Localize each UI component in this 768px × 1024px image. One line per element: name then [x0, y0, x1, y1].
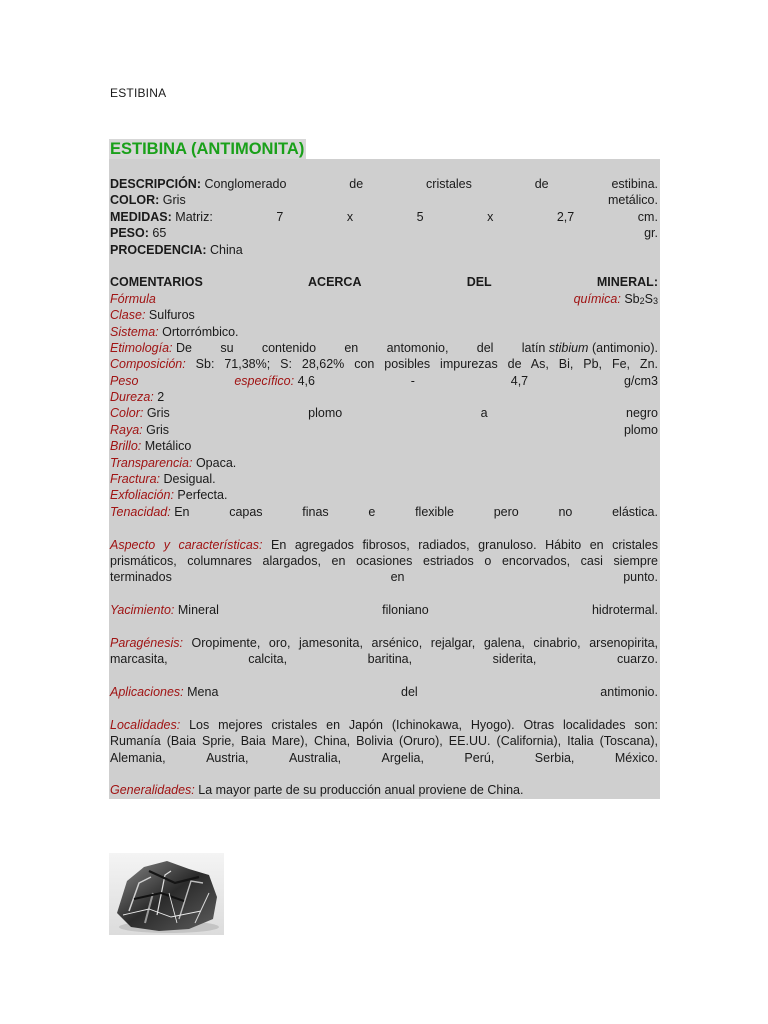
formula-label: Fórmula	[110, 291, 156, 306]
peso-word: gr.	[644, 226, 658, 241]
sistema-label: Sistema:	[110, 324, 159, 339]
composicion-row	[110, 356, 658, 372]
medidas-word: x	[487, 209, 494, 224]
raya-row: Raya: Gris plomo	[110, 422, 658, 437]
aspecto-label: Aspecto y características:	[110, 537, 263, 552]
descripcion-word: de	[349, 177, 364, 191]
dureza-value: 2	[157, 390, 165, 405]
brillo-row: Brillo: Metálico	[110, 439, 192, 454]
dureza-label: Dureza:	[110, 390, 154, 405]
mineral-sheet	[110, 176, 658, 799]
procedencia-value: China	[210, 242, 243, 257]
localidades-section: Localidades: Los mejores cristales en Japón (Ichinokawa, Hyogo). Otras localidades son: Rumanía (Baia Sprie, Baia Mare), China, Bolivia (Oruro), EE.UU. (California), Italia (Toscana), Alemania, Austria, Australia, Argelia, Perú, Serbia, México.	[110, 717, 658, 765]
descripcion-word: de	[534, 177, 549, 191]
clase-label: Clase:	[110, 308, 146, 323]
peso-row	[110, 225, 658, 241]
transparencia-row: Transparencia: Opaca.	[110, 455, 237, 470]
sistema-value: Ortorrómbico.	[162, 324, 239, 339]
tenacidad-row: Tenacidad: En capas finas e flexible pero no elástica.	[110, 504, 658, 519]
procedencia-row	[110, 242, 658, 258]
medidas-word: 5	[416, 209, 424, 224]
color-label: COLOR:	[110, 193, 160, 208]
medidas-word: 2,7	[556, 209, 575, 224]
composicion-label: Composición:	[110, 357, 186, 372]
aspecto-section: Aspecto y características: En agregados fibrosos, radiados, granuloso. Hábito en cristales prismáticos, columnares alargados, en ocasiones estriados o encorvados, casi siempre terminados en punto.	[110, 537, 658, 585]
medidas-word: Matriz:	[175, 209, 213, 224]
descripcion-word: Conglomerado	[204, 177, 287, 191]
color-row	[110, 192, 658, 208]
paragenesis-section: Paragénesis: Oropimente, oro, jamesonita, arsénico, rejalgar, galena, cinabrio, arsenopirita, marcasita, calcita, baritina, siderita, cuarzo.	[110, 635, 658, 667]
generalidades-row: Generalidades: La mayor parte de su producción anual proviene de China.	[110, 783, 524, 798]
descripcion-label: DESCRIPCIÓN:	[110, 177, 201, 191]
color-mineral-row: Color: Gris plomo a negro	[110, 406, 658, 421]
aplicaciones-row: Aplicaciones: Mena del antimonio.	[110, 685, 658, 700]
procedencia-label: PROCEDENCIA:	[110, 242, 207, 257]
yacimiento-row: Yacimiento: Mineral filoniano hidrotermal.	[110, 603, 658, 618]
medidas-word: 7	[276, 209, 284, 224]
peso-label: PESO:	[110, 226, 149, 241]
descripcion-word: cristales	[426, 177, 472, 191]
formula-row	[110, 291, 658, 307]
etimologia-label: Etimología:	[110, 340, 173, 355]
crystal-drawing	[109, 853, 224, 935]
formula-label-b: química:	[573, 291, 621, 306]
composicion-value: Sb: 71,38%; S: 28,62% con posibles impurezas de As, Bi, Pb, Fe, Zn.	[195, 357, 658, 372]
medidas-word: cm.	[637, 209, 658, 224]
document-title: ESTIBINA	[110, 86, 167, 100]
clase-value: Sulfuros	[148, 308, 195, 323]
color-word: Gris	[162, 193, 186, 208]
exfoliacion-row: Exfoliación: Perfecta.	[110, 488, 228, 503]
fractura-row: Fractura: Desigual.	[110, 472, 216, 487]
comentarios-heading: COMENTARIOS ACERCA DEL MINERAL:	[110, 275, 658, 290]
etimologia-row: Etimología: De su contenido en antomonio, del latín stibium (antimonio).	[110, 340, 658, 355]
formula-value: $Sb_2S_3$	[624, 291, 658, 306]
clase-row	[110, 307, 658, 323]
stibnite-crystal-photo	[109, 853, 224, 935]
medidas-label: MEDIDAS:	[110, 209, 172, 224]
peso-word: 65	[152, 226, 167, 241]
descripcion-word: estibina.	[611, 177, 658, 191]
sistema-row	[110, 324, 658, 340]
medidas-row	[110, 209, 658, 225]
color-word: metálico.	[607, 193, 658, 208]
medidas-word: x	[346, 209, 354, 224]
peso-especifico-row: Peso específico: 4,6 - 4,7 g/cm3	[110, 373, 658, 388]
dureza-row	[110, 389, 658, 405]
descripcion-row	[110, 176, 658, 192]
mineral-title: ESTIBINA (ANTIMONITA)	[109, 139, 306, 161]
